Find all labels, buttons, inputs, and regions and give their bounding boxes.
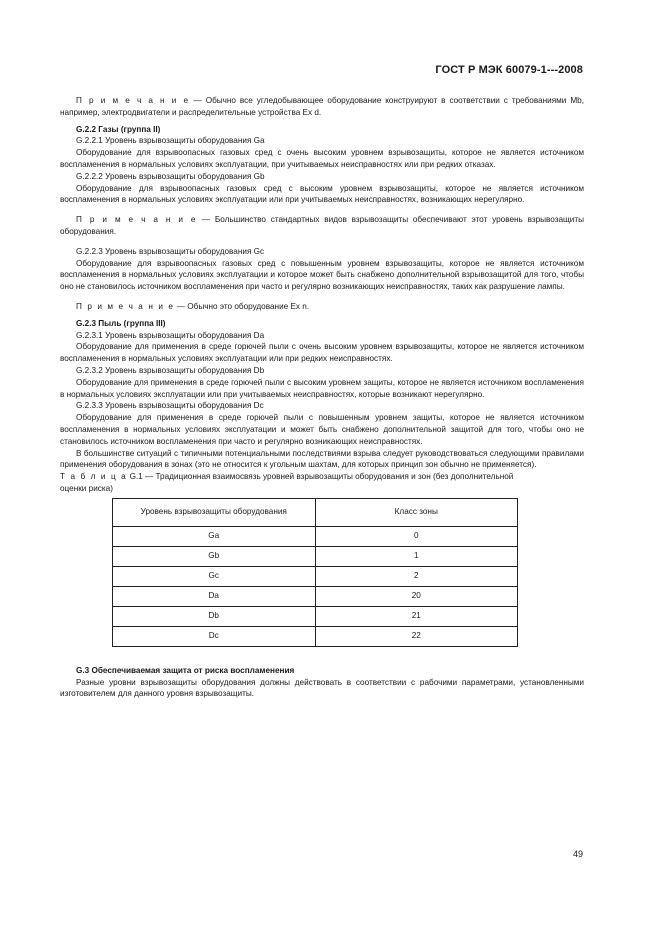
note-text: — Обычно все угледобывающее оборудование конструируют в соответствии с требованиями Mb, например, электродвигатели и распределительные устройства Ex d. — [60, 96, 584, 117]
paragraph-g3: Разные уровни взрывозащиты оборудования должны действовать в соответствии с рабочими параметрами, установленными изготовителем для данного уровня взрывозащиты. — [60, 677, 584, 699]
table-row — [113, 626, 518, 646]
table-row — [113, 566, 518, 586]
note-text: — Обычно это оборудование Ex n. — [174, 301, 310, 311]
paragraph-g233: Оборудование для применения в среде горючей пыли с повышенным уровнем защиты, которое не является источником воспламенения в нормальных условиях эксплуатации и может быть снабжено дополнительной защитой для того, чтобы оно не становилось источником воспламенения при часто и регулярно возникающих неисправностях. — [60, 413, 584, 446]
standard-code: ГОСТ Р МЭК 60079-1---2008 — [435, 64, 583, 76]
subsection-title-g223: G.2.2.3 Уровень взрывозащиты оборудования Gc — [76, 246, 265, 256]
subsection-title-g222: G.2.2.2 Уровень взрывозащиты оборудования Gb — [76, 171, 265, 181]
paragraph-g231: Оборудование для применения в среде горючей пыли с очень высоким уровнем взрывозащиты, которое не является источником воспламенения в нормальных условиях эксплуатации или при редких неисправностях. — [60, 342, 584, 364]
paragraph-summary: В большинстве ситуаций с типичными потенциальными последствиями взрыва следует руководствоваться следующими правилами применения оборудования в зонах (это не относится к угольным шахтам, для которых принцип зон обычно не применяется). — [60, 448, 584, 470]
subsection-title-g231: G.2.3.1 Уровень взрывозащиты оборудования Da — [76, 330, 265, 340]
table-cell: Gc — [113, 566, 316, 586]
paragraph-g232: Оборудование для применения в среде горючей пыли с высоким уровнем защиты, которое не является источником воспламенения в нормальных условиях эксплуатации или при учитываемых неисправностях, которые возникают нерегулярно. — [60, 377, 584, 399]
table-row — [113, 526, 518, 546]
table-cell: 22 — [315, 626, 518, 646]
paragraph-g221: Оборудование для взрывоопасных газовых сред с очень высоким уровнем взрывозащиты, которое не является источником воспламенения в нормальных условиях эксплуатации, при учитываемых неисправностях или при редких отказах. — [60, 148, 584, 169]
note-2 — [60, 214, 584, 238]
note-1 — [60, 95, 584, 119]
table-header-cell: Класс зоны — [315, 498, 518, 526]
note-3 — [60, 301, 584, 313]
section-heading-g23: G.2.3 Пыль (группа III) — [76, 318, 166, 328]
table-cell: Dc — [113, 626, 316, 646]
subsection-title-g232: G.2.3.2 Уровень взрывозащиты оборудования Db — [76, 365, 265, 375]
note-label: П р и м е ч а н и е — [76, 215, 198, 225]
section-heading-g3: G.3 Обеспечиваемая защита от риска воспламенения — [76, 665, 295, 675]
table-cell: Da — [113, 586, 316, 606]
table-row — [113, 606, 518, 626]
table-cell: Db — [113, 606, 316, 626]
paragraph-g222: Оборудование для взрывоопасных газовых сред с высоким уровнем взрывозащиты, которое не является источником воспламенения в нормальных условиях эксплуатации или при учитываемых неисправностях, возникающих нерегулярно. — [60, 183, 584, 205]
table-cell: 1 — [315, 546, 518, 566]
note-text: — Большинство стандартных видов взрывозащиты обеспечивают этот уровень взрывозащиты оборудования. — [60, 215, 584, 236]
table-cell: Gb — [113, 546, 316, 566]
table-caption-label: Т а б л и ц а — [60, 472, 128, 482]
table-header-cell: Уровень взрывозащиты оборудования — [113, 498, 316, 526]
table-cell: 2 — [315, 566, 518, 586]
section-heading-g22: G.2.2 Газы (группа II) — [76, 124, 161, 134]
table-cell: 0 — [315, 526, 518, 546]
subsection-title-g233: G.2.3.3 Уровень взрывозащиты оборудования Dc — [76, 401, 264, 411]
table-cell: 21 — [315, 606, 518, 626]
page-number: 49 — [572, 849, 583, 859]
note-label: П р и м е ч а н и е — [76, 301, 175, 311]
table-caption-text: G.1 — Традиционная взаимосвязь уровней взрывозащиты оборудования и зон (без дополнительной оценки риска) — [60, 472, 514, 493]
table-row — [113, 586, 518, 606]
table-header-row — [113, 498, 518, 526]
paragraph-g223: Оборудование для взрывоопасных газовых сред с повышенным уровнем взрывозащиты, которое не является источником воспламенения в нормальных условиях эксплуатации и которое может быть снабжено дополнительной взрывозащитой для того, чтобы оно не становилось источником воспламенения при часто и регулярно возникающих неисправностях, таких как разрушение лампы. — [60, 258, 584, 292]
table-caption — [60, 471, 530, 495]
table-cell: 20 — [315, 586, 518, 606]
subsection-title-g221: G.2.2.1 Уровень взрывозащиты оборудования Ga — [76, 136, 265, 146]
zones-table — [112, 498, 518, 647]
table-row — [113, 546, 518, 566]
table-cell: Ga — [113, 526, 316, 546]
note-label: П р и м е ч а н и е — [76, 96, 190, 105]
document-body — [60, 95, 584, 700]
